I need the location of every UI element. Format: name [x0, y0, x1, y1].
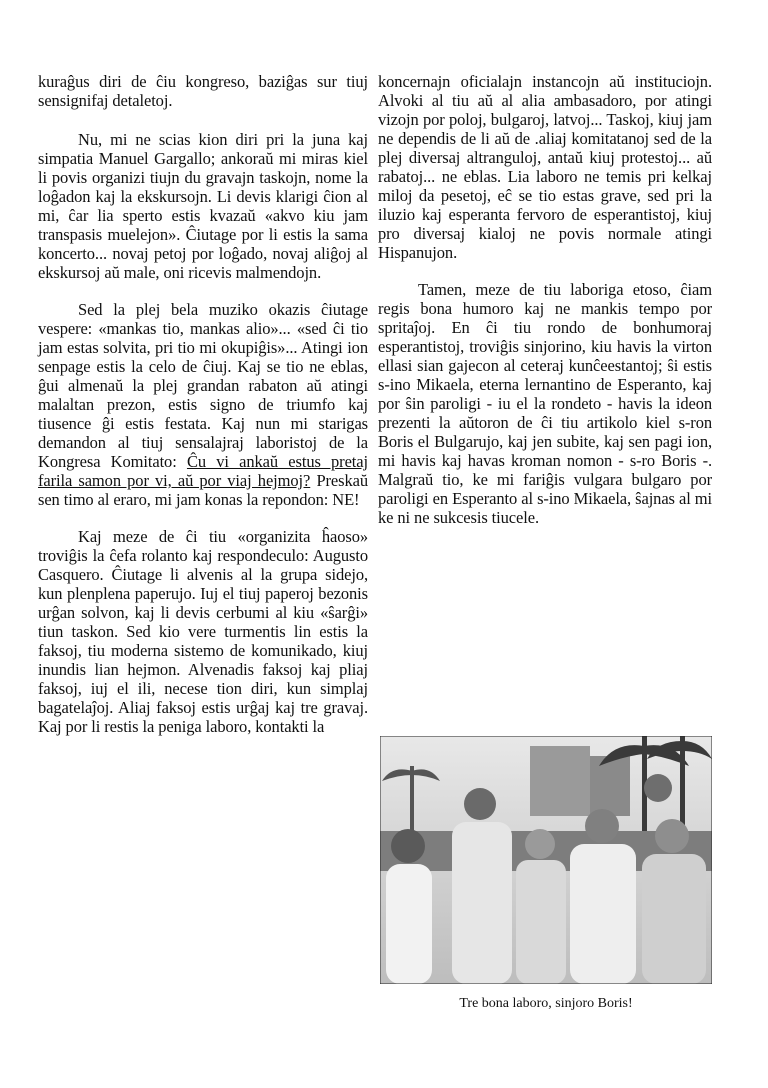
paragraph: Tamen, meze de tiu laboriga etoso, ĉiam regis bona humoro kaj ne mankis tempo por spritaĵoj. En ĉi tiu rondo de bonhumoraj esperantistoj, troviĝis sinjorino, kiu havis la virton ellasi sian gajecon al ceteraj kunĉeestantoj; ŝi estis s-ino Mikaela, eterna lernantino de Esperanto, kaj por ŝin paroligi - iu el la rondeto - havis la ideon prezenti la aŭtoron de ĉi tiu artikolo kiel s-ron Boris el Bulgarujo, kaj jen subite, kaj sen pagi ion, mi havis kaj havas kroman nomon - s-ro Boris -. Malgraŭ tio, ke mi fariĝis vulgara bulgaro por paroligi en Esperanto al s-ino Mikaela, ŝajnas al mi ke ni ne sukcesis tiucele.	[378, 280, 712, 527]
group-photo	[380, 736, 712, 984]
paragraph: koncernajn oficialajn instancojn aŭ instituciojn. Alvoki al tiu aŭ al alia ambasadoro, por atingi vizojn por poloj, bulgaroj, latvoj... Taskoj, kiuj jam ne dependis de li aŭ de .aliaj komitatanoj sed de la plej diversaj altranguloj, antaŭ kiuj protestoj... aŭ rabatoj... ne eblas. Lia laboro ne temis pri kelkaj miloj da pesetoj, eĉ se tio estas grave, sed pri la iluzio kaj esperanta fervoro de esperantistoj, kiuj pro diversaj kialoj ne povis normale atingi Hispanujon.	[378, 72, 712, 262]
paragraph: kuraĝus diri de ĉiu kongreso, baziĝas sur tiuj sensignifaj detaletoj.	[38, 72, 368, 110]
photo-caption: Tre bona laboro, sinjoro Boris!	[459, 996, 633, 1011]
underlined-question: Ĉu vi ankaŭ estus pretaj farila samon por vi, aŭ por viaj hejmoj?	[38, 452, 368, 490]
group-photo-image	[380, 736, 712, 984]
paragraph: Kaj meze de ĉi tiu «organizita ĥaoso» troviĝis la ĉefa rolanto kaj respondeculo: Augusto Casquero. Ĉiutage li alvenis al la grupa sidejo, kun plenplena paperujo. Iuj el tiuj paperoj bezonis urĝan solvon, kaj li devis cerbumi al kiu «ŝarĝi» tiun taskon. Sed kio vere turmentis lin estis la faksoj, tiu moderna sistemo de komunikado, kiuj inundis lian hejmon. Alvenadis faksoj kaj pliaj faksoj, iuj el ili, necese tion diri, kun simplaj bagatelaĵoj. Aliaj faksoj estis urĝaj kaj tre gravaj. Kaj por li restis la peniga laboro, kontakti la	[38, 527, 368, 736]
right-column	[378, 72, 712, 545]
paragraph: Nu, mi ne scias kion diri pri la juna kaj simpatia Manuel Gargallo; ankoraŭ mi miras kiel li povis organizi tiujn du gravajn taskojn, nome la loĝadon kaj la ekskursojn. Li devis klarigi ĉion al mi, ĉar lia sperto estis kvazaŭ «akvo kiu jam transpasis muelejon». Ĉiutage por li estis la sama koncerto... novaj petoj por loĝado, novaj aliĝoj al ekskursoj aŭ male, oni ricevis malmendojn.	[38, 130, 368, 282]
left-column	[38, 72, 368, 754]
paragraph	[38, 300, 368, 509]
paragraph-text: Preskaŭ sen timo al eraro, mi jam konas la repondon: NE!	[38, 471, 368, 509]
paragraph-text: Sed la plej bela muziko okazis ĉiutage vespere: «mankas tio, mankas alio»... «sed ĉi tio jam estas solvita, pri tio mi okupiĝis»... Atingi ion senpage estis la celo de ĉiuj. Kaj se tio ne eblas, ĝui almenaŭ la plej grandan rabaton aŭ atingi malaltan prezon, estis signo de triumfo kaj tiusence ĝi estis festata. Kaj nun mi starigas demandon al tiuj sensalajraj laboristoj de la Kongresa Komitato:	[38, 300, 368, 471]
